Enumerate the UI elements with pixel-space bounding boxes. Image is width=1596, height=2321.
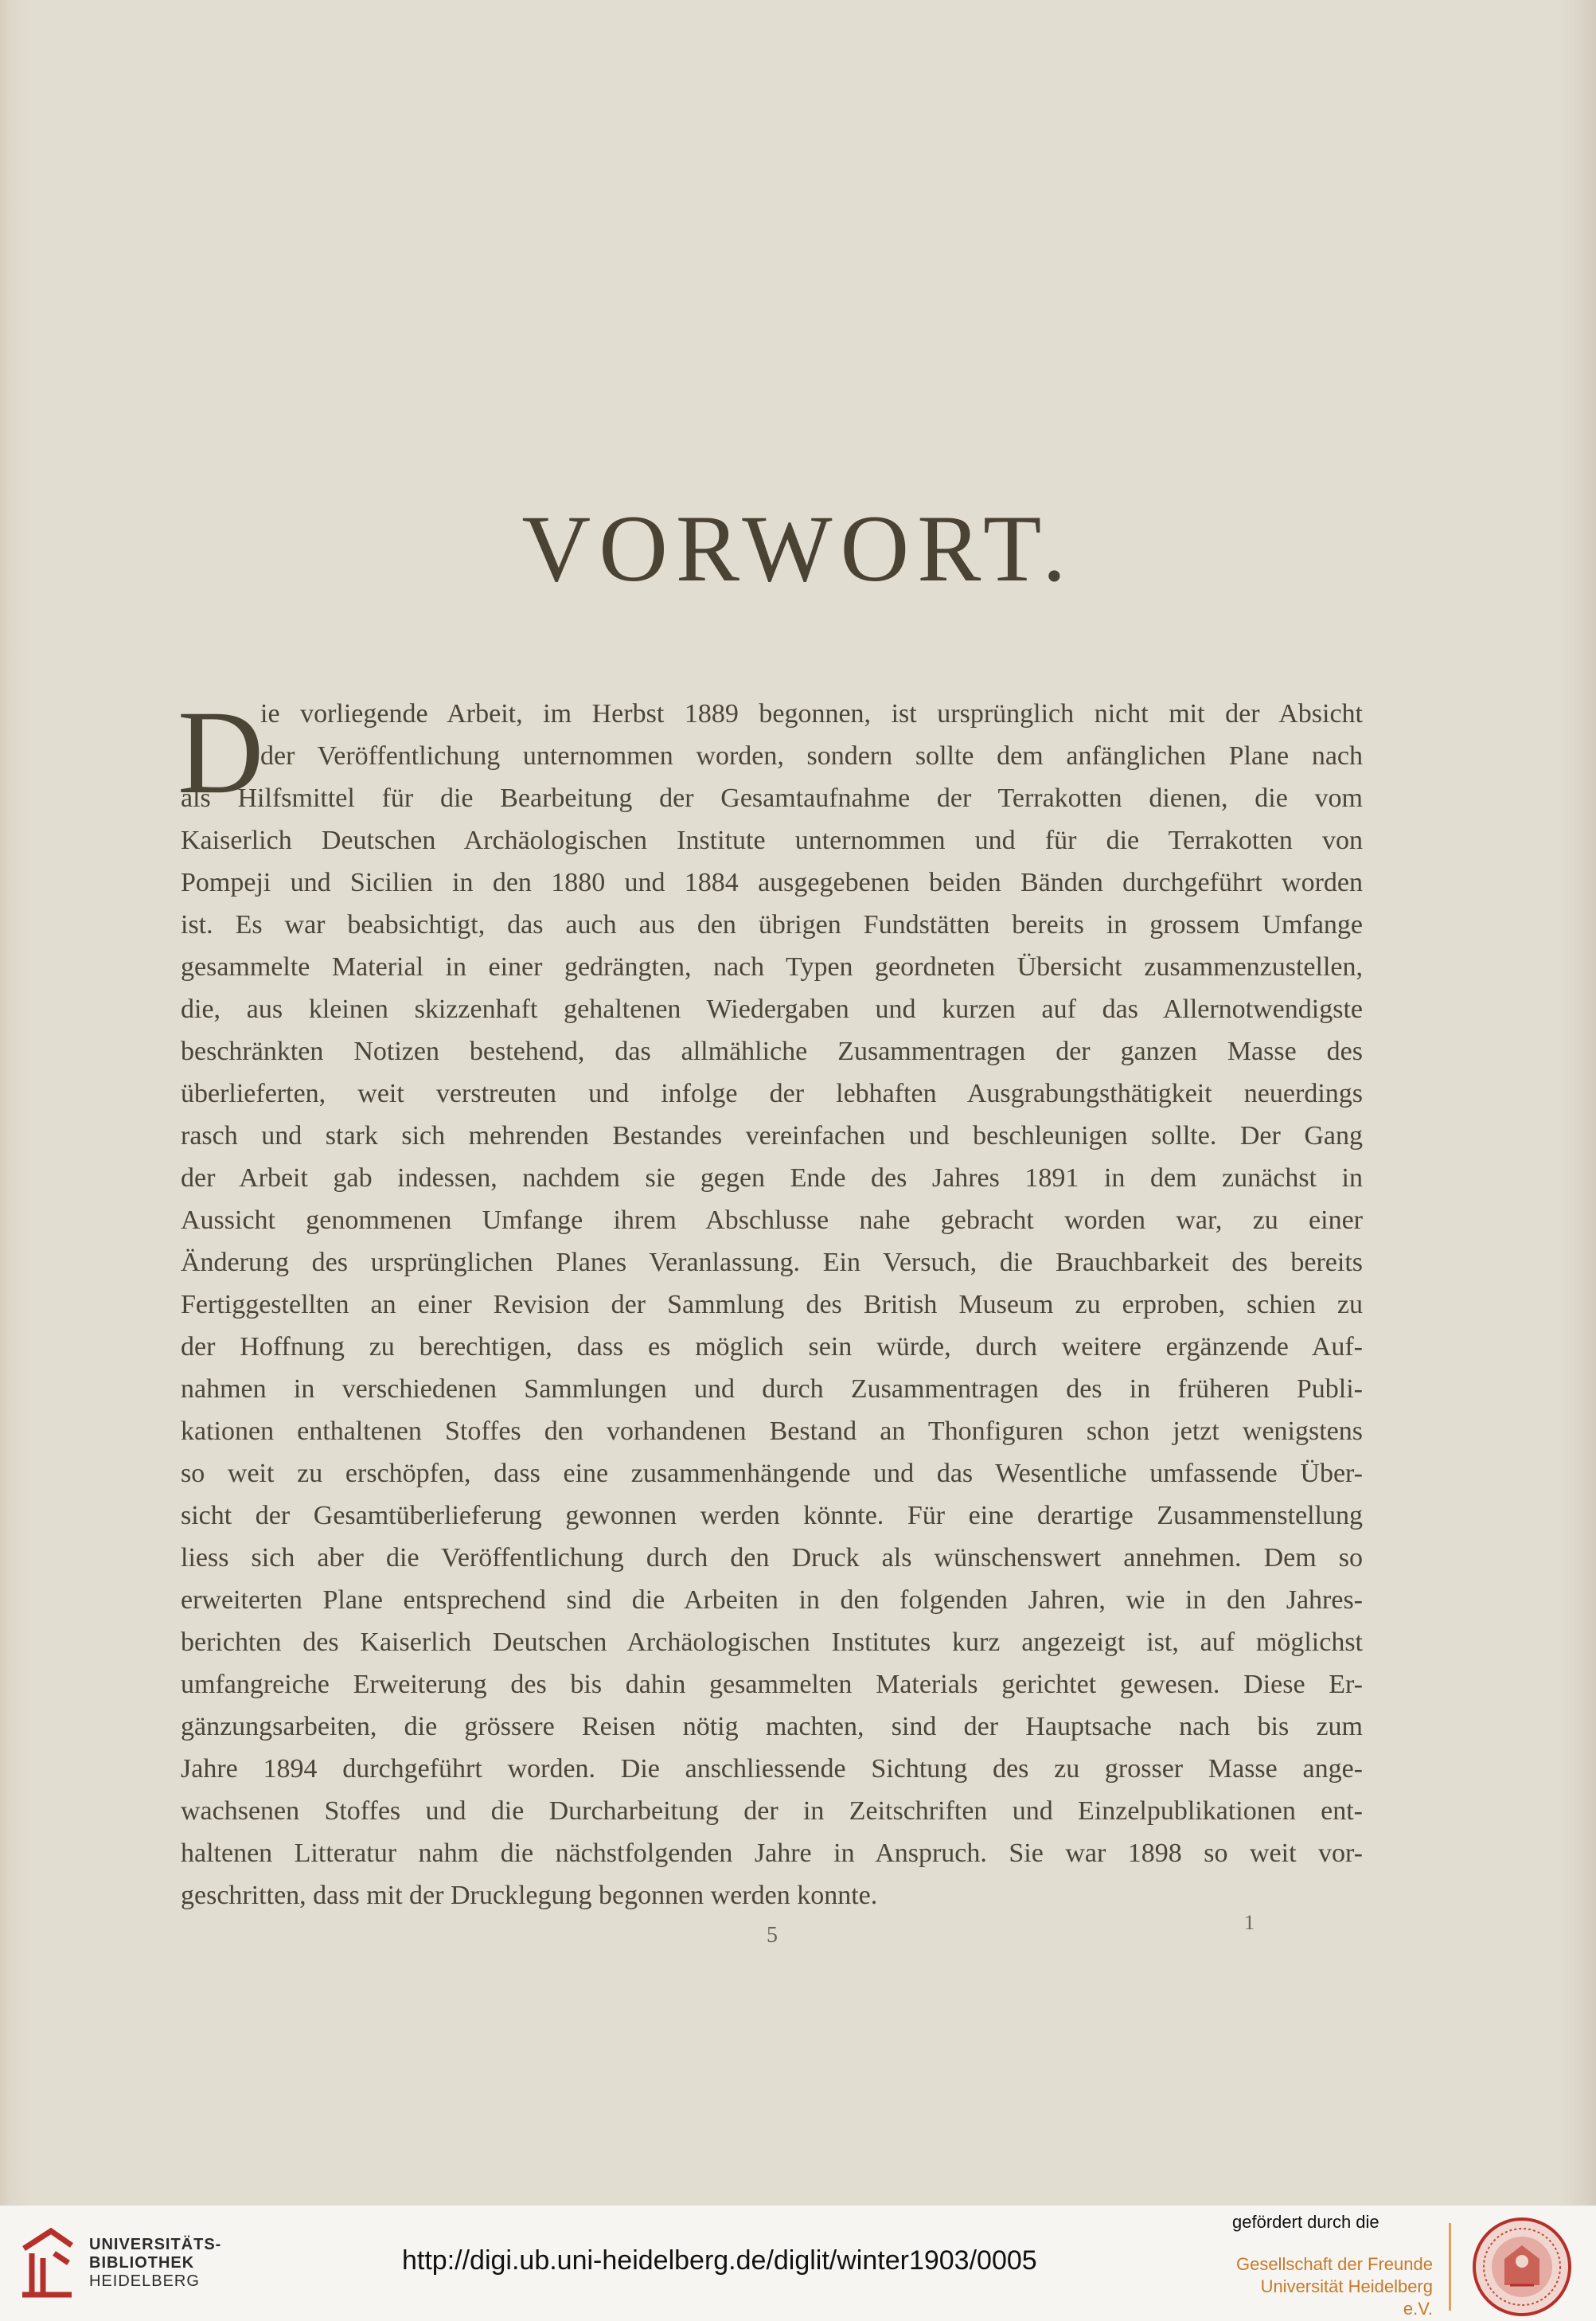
text-line: erweiterten Plane entsprechend sind die Arbeiten in den folgenden Jahren, wie in den Jahres- bbox=[181, 1585, 1363, 1615]
text-line: so weit zu erschöpfen, dass eine zusammenhängende und das Wesentliche umfassende Über- bbox=[181, 1459, 1363, 1488]
library-name-line: UNIVERSITÄTS- bbox=[89, 2236, 222, 2253]
university-seal-icon[interactable] bbox=[1469, 2215, 1576, 2319]
library-name-line: BIBLIOTHEK bbox=[89, 2254, 195, 2272]
text-line: Jahre 1894 durchgeführt worden. Die anschliessende Sichtung des zu grosser Masse ange- bbox=[181, 1754, 1363, 1784]
text-line: überlieferten, weit verstreuten und infolge der lebhaften Ausgrabungsthätigkeit neuerdings bbox=[181, 1079, 1363, 1108]
footer-divider bbox=[1449, 2223, 1451, 2311]
text-line: rasch und stark sich mehrenden Bestandes vereinfachen und beschleunigen sollte. Der Gang bbox=[181, 1121, 1363, 1151]
text-line: haltenen Litteratur nahm die nächstfolgenden Jahre in Anspruch. Sie war 1898 so weit vor- bbox=[181, 1838, 1363, 1868]
library-logo-icon[interactable] bbox=[16, 2221, 78, 2301]
text-line: sicht der Gesamtüberlieferung gewonnen werden könnte. Für eine derartige Zusammenstellung bbox=[181, 1501, 1363, 1530]
body-text bbox=[178, 686, 1363, 1917]
text-line: der Veröffentlichung unternommen worden, sondern sollte dem anfänglichen Plane nach bbox=[260, 741, 1363, 771]
text-line: Fertiggestellten an einer Revision der Sammlung des British Museum zu erproben, schien zu bbox=[181, 1290, 1363, 1319]
signature-mark: 1 bbox=[1244, 1911, 1255, 1934]
library-name-line: HEIDELBERG bbox=[89, 2272, 200, 2290]
text-line: Kaiserlich Deutschen Archäologischen Institute unternommen und für die Terrakotten von bbox=[181, 826, 1363, 855]
text-line: berichten des Kaiserlich Deutschen Archäologischen Institutes kurz angezeigt ist, auf möglichst bbox=[181, 1627, 1363, 1657]
text-line: die, aus kleinen skizzenhaft gehaltenen Wiedergaben und kurzen auf das Allernotwendigste bbox=[181, 994, 1363, 1024]
text-line: als Hilfsmittel für die Bearbeitung der Gesamtaufnahme der Terrakotten dienen, die vom bbox=[181, 783, 1363, 813]
sponsor-name[interactable] bbox=[1234, 2253, 1433, 2320]
digitization-footer bbox=[0, 2206, 1596, 2321]
page-number: 5 bbox=[767, 1923, 778, 1948]
text-line: Änderung des ursprünglichen Planes Veranlassung. Ein Versuch, die Brauchbarkeit des bereits bbox=[181, 1248, 1363, 1277]
text-line: Aussicht genommenen Umfange ihrem Abschlusse nahe gebracht worden war, zu einer bbox=[181, 1205, 1363, 1235]
sponsor-name-line: Universität Heidelberg e.V. bbox=[1260, 2276, 1433, 2319]
text-line: ie vorliegende Arbeit, im Herbst 1889 begonnen, ist ursprünglich nicht mit der Absicht bbox=[260, 699, 1363, 729]
text-line: kationen enthaltenen Stoffes den vorhandenen Bestand an Thonfiguren schon jetzt wenigstens bbox=[181, 1416, 1363, 1446]
text-line: ist. Es war beabsichtigt, das auch aus den übrigen Fundstätten bereits in grossem Umfange bbox=[181, 910, 1363, 940]
text-line: umfangreiche Erweiterung des bis dahin gesammelten Materials gerichtet gewesen. Diese Er- bbox=[181, 1670, 1363, 1699]
text-line: geschritten, dass mit der Drucklegung begonnen werden konnte. bbox=[181, 1881, 878, 1910]
drop-cap: D bbox=[178, 686, 264, 819]
text-line: liess sich aber die Veröffentlichung durch den Druck als wünschenswert annehmen. Dem so bbox=[181, 1543, 1363, 1573]
text-line: nahmen in verschiedenen Sammlungen und durch Zusammentragen des in früheren Publi- bbox=[181, 1374, 1363, 1404]
page-title: VORWORT. bbox=[521, 495, 1075, 601]
text-line: wachsenen Stoffes und die Durcharbeitung der in Zeitschriften und Einzelpublikationen ent- bbox=[181, 1796, 1363, 1826]
text-line: Pompeji und Sicilien in den 1880 und 1884 ausgegebenen beiden Bänden durchgeführt worden bbox=[181, 868, 1363, 897]
library-name[interactable] bbox=[89, 2236, 221, 2291]
text-line: der Arbeit gab indessen, nachdem sie gegen Ende des Jahres 1891 in dem zunächst in bbox=[181, 1163, 1363, 1193]
text-line: gesammelte Material in einer gedrängten, nach Typen geordneten Übersicht zusammenzustellen, bbox=[181, 952, 1363, 982]
permalink-url[interactable]: http://digi.ub.uni-heidelberg.de/diglit/winter1903/0005 bbox=[402, 2245, 1037, 2276]
text-line: beschränkten Notizen bestehend, das allmähliche Zusammentragen der ganzen Masse des bbox=[181, 1037, 1363, 1066]
text-line: gänzungsarbeiten, die grössere Reisen nötig machten, sind der Hauptsache nach bis zum bbox=[181, 1712, 1363, 1741]
sponsor-label: gefördert durch die bbox=[1232, 2212, 1379, 2232]
sponsor-name-line: Gesellschaft der Freunde bbox=[1235, 2254, 1433, 2274]
text-line: der Hoffnung zu berechtigen, dass es möglich sein würde, durch weitere ergänzende Auf- bbox=[181, 1332, 1363, 1362]
